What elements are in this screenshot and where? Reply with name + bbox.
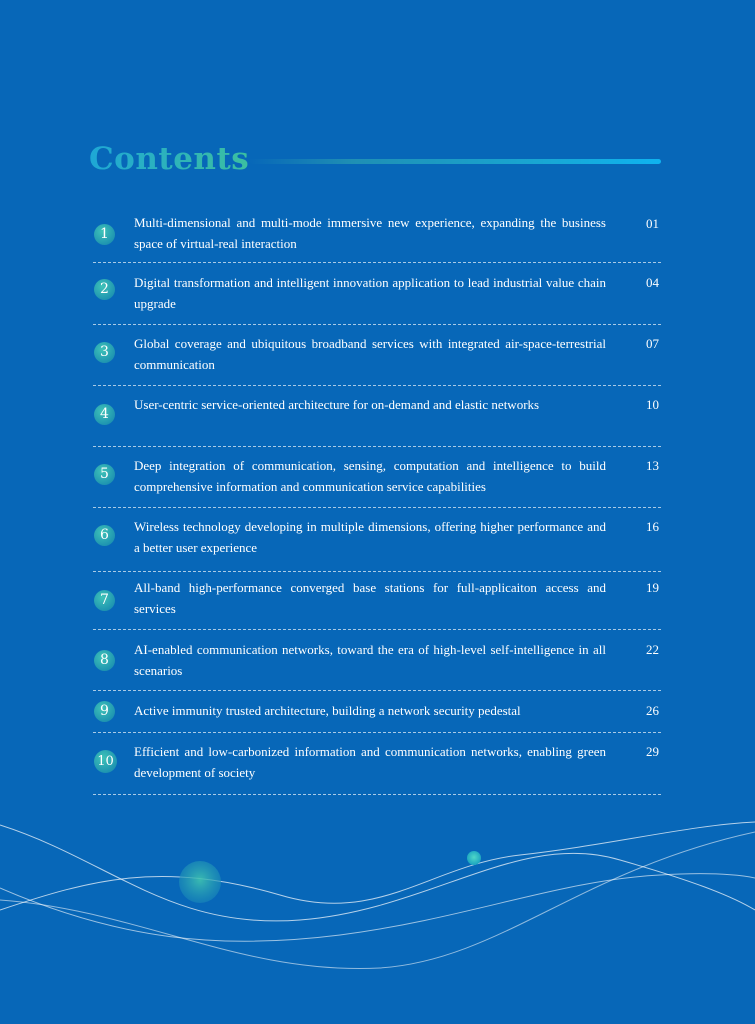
- entry-page-number: 13: [646, 458, 659, 473]
- entry-page-number: 07: [646, 336, 659, 351]
- entry-title: All-band high-performance converged base stations for full-applicaiton access and services: [134, 580, 606, 616]
- wave-line: [0, 825, 755, 921]
- entry-title: User-centric service-oriented architecture for on-demand and elastic networks: [134, 397, 540, 412]
- entry-number-badge: 8: [94, 650, 115, 671]
- title-rule: [249, 159, 661, 164]
- entry-page-number: 10: [646, 397, 659, 412]
- wave-bubble: [179, 861, 221, 903]
- entry-title: Deep integration of communication, sensing, computation and intelligence to build comprehensive information and communication service capabilities: [134, 458, 606, 494]
- entry-number-badge: 2: [94, 279, 115, 300]
- toc-entry-8[interactable]: [93, 630, 661, 691]
- entry-page-number: 22: [646, 642, 659, 657]
- toc-entry-9[interactable]: [93, 691, 661, 733]
- decorative-waves: [0, 800, 755, 1024]
- entry-number-badge: 4: [94, 404, 115, 425]
- toc-entry-1[interactable]: [93, 205, 661, 263]
- wave-line: [0, 832, 755, 969]
- toc-entry-5[interactable]: [93, 447, 661, 508]
- entry-page-number: 19: [646, 580, 659, 595]
- toc-entry-4[interactable]: [93, 386, 661, 447]
- entry-number-badge: 7: [94, 590, 115, 611]
- entry-number-badge: 3: [94, 342, 115, 363]
- entry-number-badge: 9: [94, 701, 115, 722]
- entry-title: Digital transformation and intelligent innovation application to lead industrial value chain upgrade: [134, 275, 606, 311]
- entry-page-number: 16: [646, 519, 659, 534]
- entry-page-number: 04: [646, 275, 659, 290]
- entry-title: Global coverage and ubiquitous broadband services with integrated air-space-terrestrial communication: [134, 336, 606, 372]
- entry-title: AI-enabled communication networks, toward the era of high-level self-intelligence in all scenarios: [134, 642, 606, 678]
- table-of-contents: [93, 205, 661, 795]
- wave-line: [0, 874, 755, 942]
- entry-title: Wireless technology developing in multiple dimensions, offering higher performance and a better user experience: [134, 519, 606, 555]
- toc-entry-2[interactable]: [93, 263, 661, 325]
- entry-title: Active immunity trusted architecture, building a network security pedestal: [134, 703, 521, 718]
- entry-page-number: 29: [646, 744, 659, 759]
- toc-entry-6[interactable]: [93, 508, 661, 572]
- wave-dot: [467, 851, 481, 865]
- entry-number-badge: 5: [94, 464, 115, 485]
- toc-entry-3[interactable]: [93, 325, 661, 386]
- entry-number-badge: 6: [94, 525, 115, 546]
- entry-number-badge: 10: [94, 750, 117, 773]
- entry-number-badge: 1: [94, 224, 115, 245]
- toc-entry-10[interactable]: [93, 733, 661, 795]
- entry-title: Efficient and low-carbonized information and communication networks, enabling green development of society: [134, 744, 606, 780]
- entry-page-number: 26: [646, 703, 659, 718]
- entry-page-number: 01: [646, 216, 659, 231]
- page-title: Contents: [89, 141, 250, 177]
- toc-entry-7[interactable]: [93, 572, 661, 630]
- entry-title: Multi-dimensional and multi-mode immersive new experience, expanding the business space of virtual-real interaction: [134, 215, 606, 251]
